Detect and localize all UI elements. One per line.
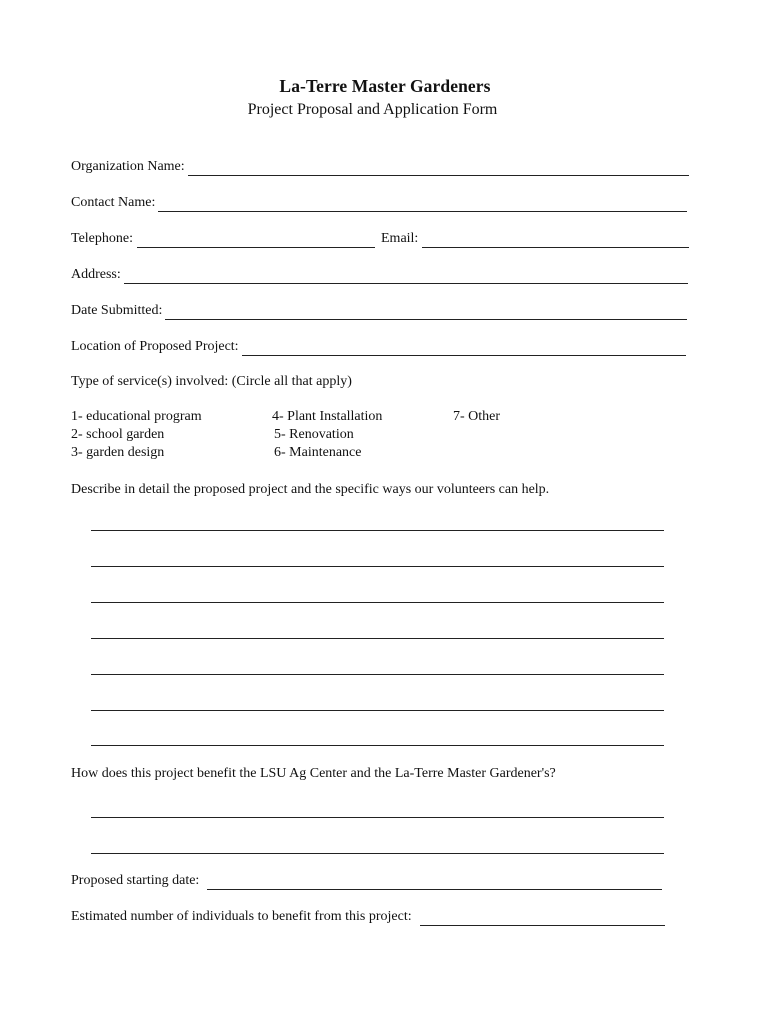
describe-answer-line[interactable] bbox=[91, 674, 664, 675]
service-option[interactable]: 7- Other bbox=[453, 409, 501, 424]
benefit-answer-line[interactable] bbox=[91, 853, 664, 854]
location-field[interactable] bbox=[242, 341, 686, 356]
organization-name-row bbox=[71, 158, 689, 176]
service-option[interactable]: 3- garden design bbox=[71, 445, 165, 460]
organization-name-label: Organization Name: bbox=[71, 159, 185, 174]
contact-name-field[interactable] bbox=[158, 197, 687, 212]
location-row bbox=[71, 338, 686, 356]
describe-answer-line[interactable] bbox=[91, 602, 664, 603]
address-field[interactable] bbox=[124, 269, 688, 284]
email-field[interactable] bbox=[422, 233, 689, 248]
contact-name-row bbox=[71, 194, 687, 212]
benefit-prompt: How does this project benefit the LSU Ag Center and the La-Terre Master Gardener's? bbox=[71, 766, 556, 781]
telephone-email-row bbox=[71, 230, 689, 248]
service-option[interactable]: 2- school garden bbox=[71, 427, 165, 442]
date-submitted-row bbox=[71, 302, 687, 320]
individuals-row bbox=[71, 908, 665, 926]
address-row bbox=[71, 266, 688, 284]
service-option[interactable]: 1- educational program bbox=[71, 409, 202, 424]
service-option[interactable]: 4- Plant Installation bbox=[272, 409, 383, 424]
describe-answer-line[interactable] bbox=[91, 710, 664, 711]
describe-answer-line[interactable] bbox=[91, 530, 664, 531]
start-date-row bbox=[71, 872, 662, 890]
individuals-field[interactable] bbox=[420, 911, 665, 926]
contact-name-label: Contact Name: bbox=[71, 195, 156, 210]
describe-answer-line[interactable] bbox=[91, 745, 664, 746]
location-label: Location of Proposed Project: bbox=[71, 339, 239, 354]
telephone-label: Telephone: bbox=[71, 231, 133, 246]
describe-answer-line[interactable] bbox=[91, 566, 664, 567]
benefit-answer-line[interactable] bbox=[91, 817, 664, 818]
describe-prompt: Describe in detail the proposed project and the specific ways our volunteers can help. bbox=[71, 482, 550, 497]
date-submitted-label: Date Submitted: bbox=[71, 303, 163, 318]
address-label: Address: bbox=[71, 267, 121, 282]
service-option[interactable]: 5- Renovation bbox=[274, 427, 354, 442]
start-date-field[interactable] bbox=[207, 875, 662, 890]
describe-answer-line[interactable] bbox=[91, 638, 664, 639]
date-submitted-field[interactable] bbox=[165, 305, 687, 320]
email-label: Email: bbox=[381, 231, 419, 246]
form-title: La-Terre Master Gardeners bbox=[279, 76, 491, 96]
organization-name-field[interactable] bbox=[188, 161, 689, 176]
start-date-label: Proposed starting date: bbox=[71, 873, 200, 888]
telephone-field[interactable] bbox=[137, 233, 375, 248]
service-option[interactable]: 6- Maintenance bbox=[274, 445, 362, 460]
individuals-label: Estimated number of individuals to benefit from this project: bbox=[71, 909, 412, 924]
services-heading: Type of service(s) involved: (Circle all that apply) bbox=[71, 374, 352, 389]
form-subtitle: Project Proposal and Application Form bbox=[247, 101, 498, 118]
